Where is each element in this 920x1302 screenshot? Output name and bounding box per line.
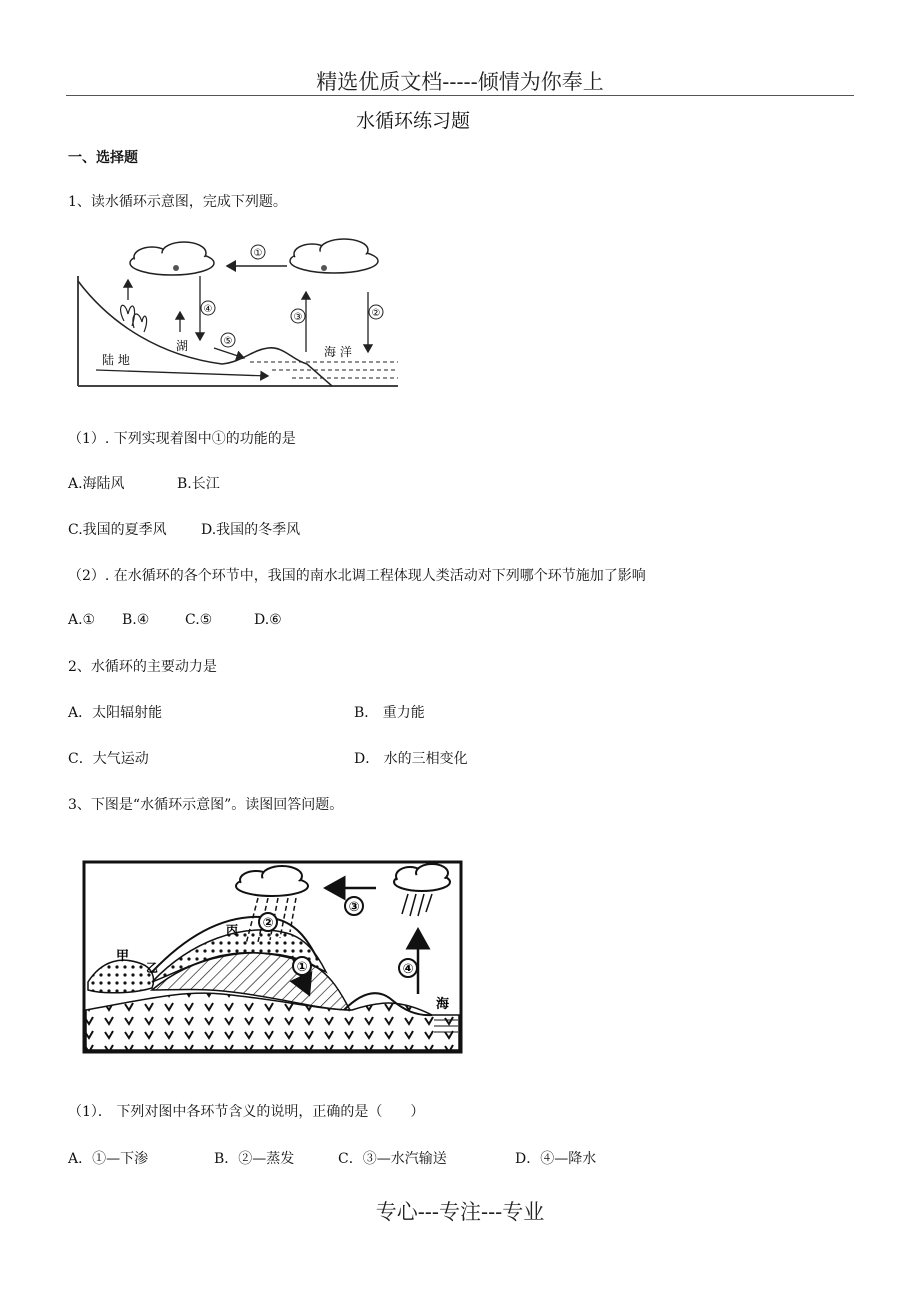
water-cycle-figure-1: [72, 236, 402, 394]
page-header: 精选优质文档-----倾情为你奉上: [316, 70, 604, 94]
fig2-cloud-right: [394, 864, 450, 891]
page-title: 水循环练习题: [355, 110, 470, 132]
fig1-label-1: ①: [253, 248, 263, 259]
q2-option-a: A．太阳辐射能: [68, 705, 163, 721]
q1-1-option-b: B.长江: [177, 476, 220, 492]
fig2-label-3: ③: [348, 900, 360, 915]
fig1-label-land: 陆 地: [102, 353, 130, 367]
fig2-label-yi: 乙: [146, 961, 159, 975]
q1-2-option-d: D.⑥: [254, 612, 282, 628]
cloud-right: [290, 239, 378, 273]
water-cycle-figure-2: [82, 860, 463, 1054]
fig1-label-5: ⑤: [223, 336, 233, 347]
fig1-label-3: ③: [293, 312, 303, 323]
question-3-1-text: （1）． 下列对图中各环节含义的说明，正确的是（ ）: [68, 1104, 425, 1120]
q2-option-c: C．大气运动: [68, 751, 149, 767]
question-1-1-text: （1）. 下列实现着图中①的功能的是: [68, 431, 296, 447]
q2-option-d: D． 水的三相变化: [354, 751, 468, 767]
header-divider: [66, 95, 854, 96]
q2-option-b: B． 重力能: [354, 705, 425, 721]
fig2-label-sea: 海: [436, 997, 450, 1012]
cloud-left: [130, 242, 214, 275]
q3-1-option-a: A．①—下渗: [68, 1151, 149, 1167]
q1-2-option-b: B.④: [122, 612, 150, 628]
fig2-label-1: ①: [296, 960, 308, 975]
question-2-stem: 2、水循环的主要动力是: [68, 659, 217, 675]
question-1-2-text: （2）. 在水循环的各个环节中，我国的南水北调工程体现人类活动对下列哪个环节施加了影响: [68, 568, 646, 584]
question-1-stem: 1、读水循环示意图，完成下列题。: [68, 194, 287, 210]
q3-1-option-b: B．②—蒸发: [214, 1151, 295, 1167]
page-footer: 专心---专注---专业: [375, 1200, 545, 1224]
q1-1-option-a: A.海陆风: [68, 476, 125, 492]
q1-1-option-c: C.我国的夏季风: [68, 522, 167, 538]
fig2-label-jia: 甲: [116, 949, 130, 964]
fig2-label-bing: 丙: [226, 923, 239, 937]
question-3-stem: 3、下图是“水循环示意图”。读图回答问题。: [68, 797, 344, 813]
q1-1-option-d: D.我国的冬季风: [201, 522, 301, 538]
fig2-label-4: ④: [402, 962, 414, 977]
section-heading: 一、选择题: [68, 150, 138, 166]
fig1-label-lake: 湖: [176, 339, 189, 353]
q3-1-option-d: D．④—降水: [515, 1151, 597, 1167]
fig1-label-2: ②: [371, 308, 381, 319]
fig2-label-2: ②: [262, 916, 274, 931]
fig1-label-4: ④: [203, 304, 213, 315]
q1-2-option-a: A.①: [68, 612, 96, 628]
fig1-label-ocean: 海 洋: [324, 345, 352, 359]
q3-1-option-c: C．③—水汽输送: [338, 1151, 447, 1167]
q1-2-option-c: C.⑤: [185, 612, 213, 628]
